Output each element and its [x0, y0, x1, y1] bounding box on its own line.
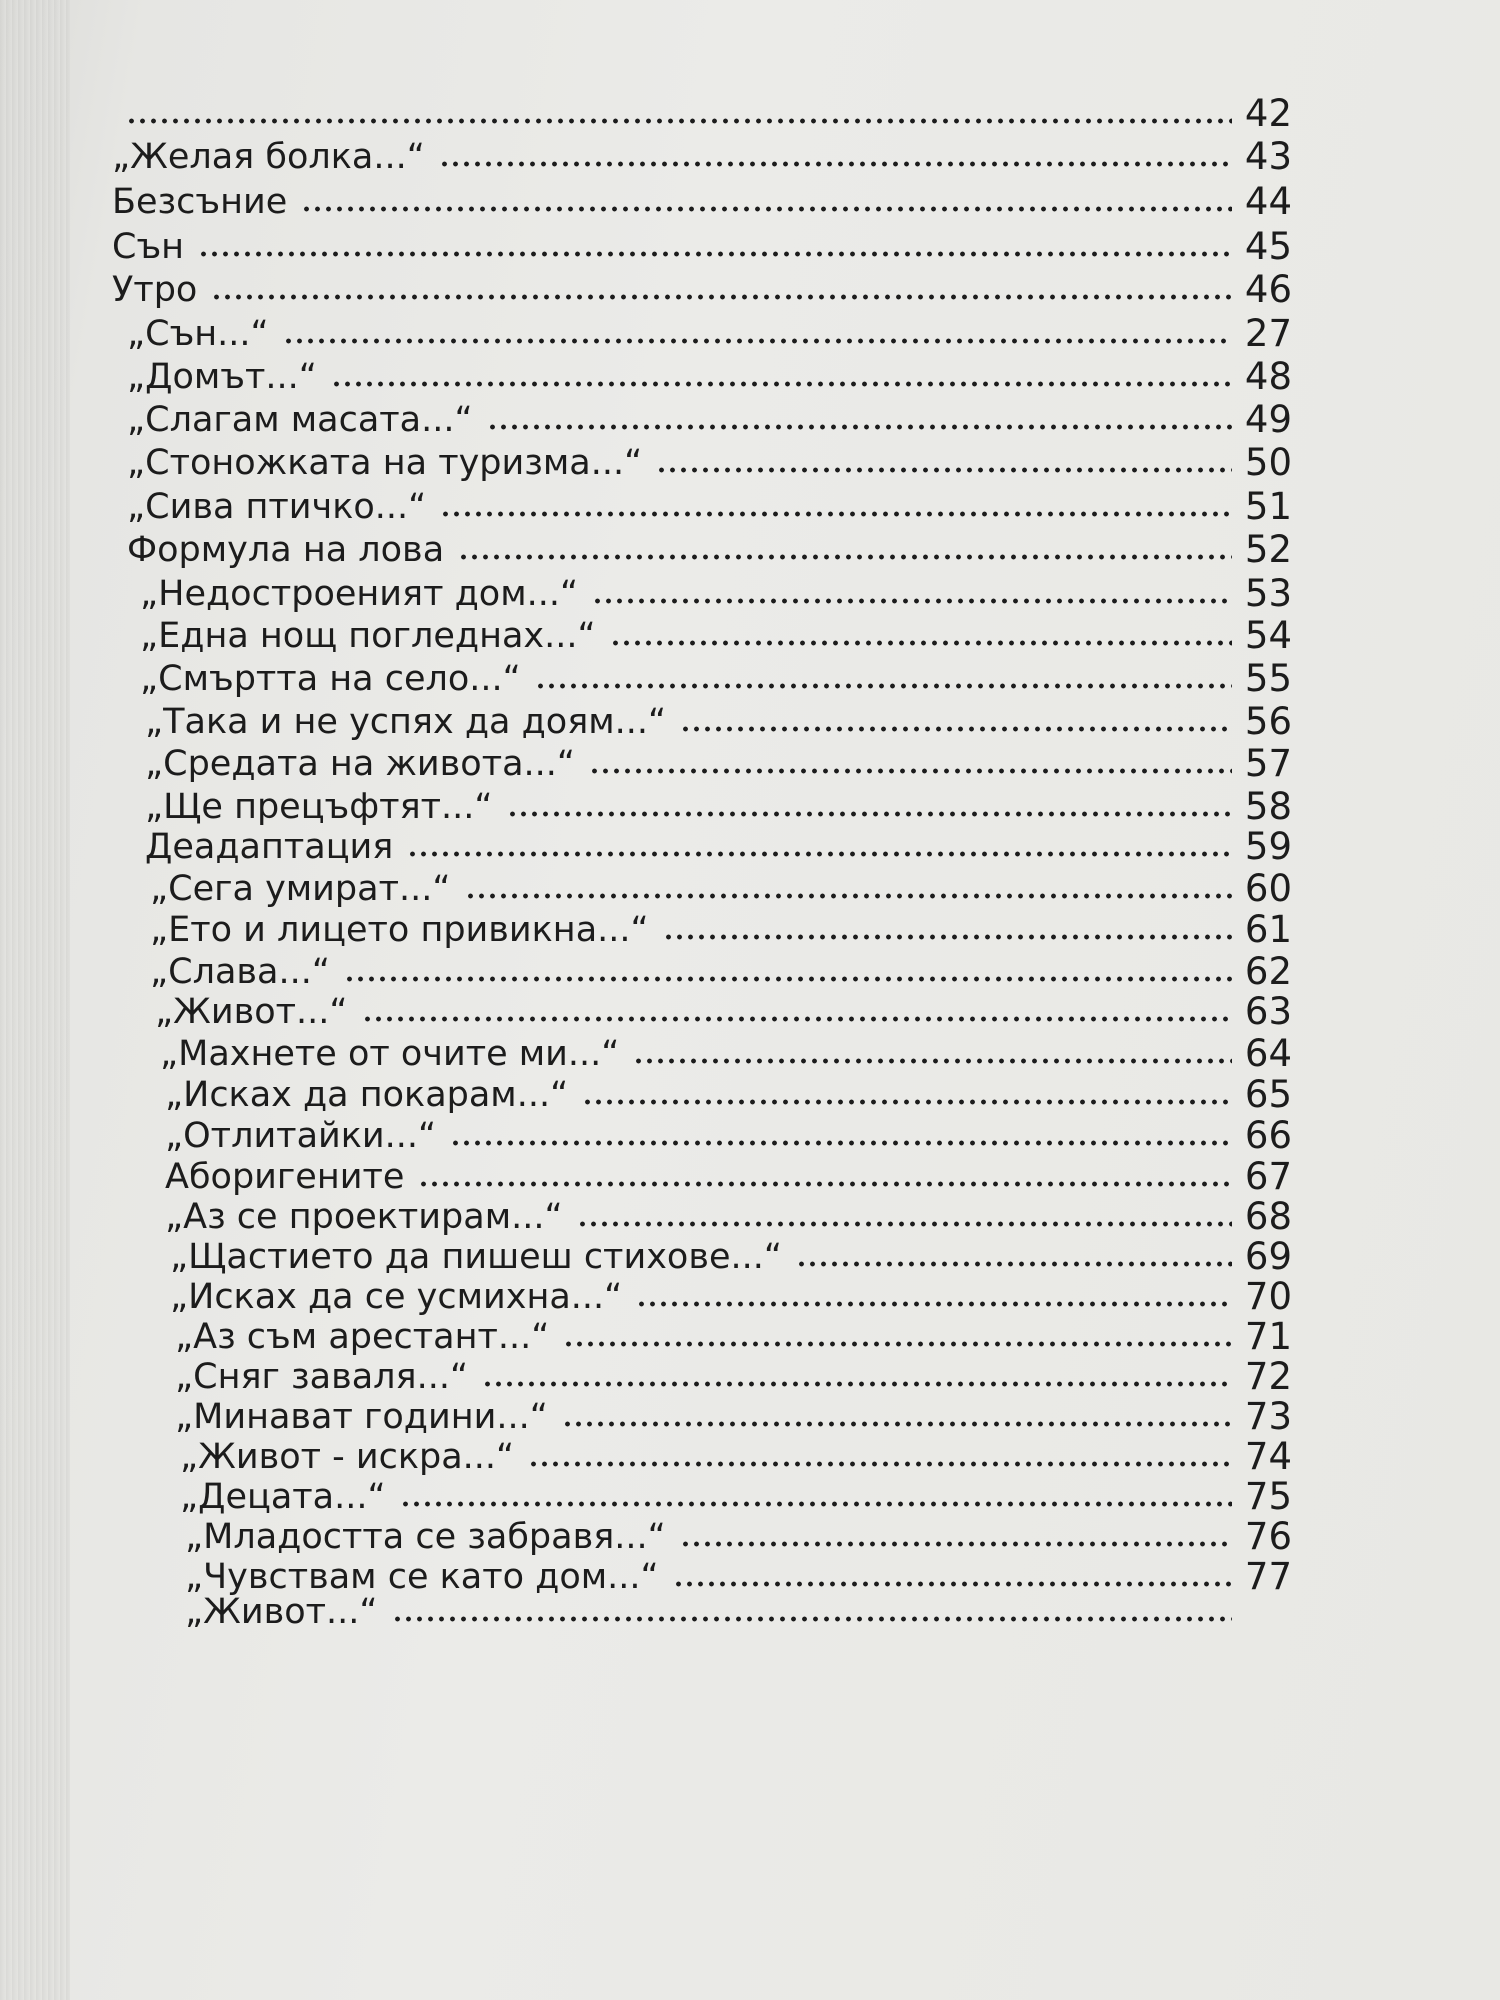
toc-entry-title: „Минават години...“ — [175, 1397, 548, 1437]
toc-dot-leader — [301, 204, 1232, 214]
toc-entry-title: „Сива птичко...“ — [127, 487, 427, 527]
toc-entry-title: „Смъртта на село...“ — [140, 659, 521, 699]
toc-entry — [165, 1073, 1292, 1117]
toc-entry-title: „Отлитайки...“ — [165, 1116, 437, 1156]
toc-dot-leader — [211, 292, 1232, 302]
toc-entry-page: 72 — [1244, 1355, 1292, 1398]
toc-entry-page: 68 — [1244, 1195, 1292, 1238]
toc-dot-leader — [418, 1179, 1232, 1189]
toc-dot-leader — [589, 766, 1232, 776]
toc-entry-page: 50 — [1244, 441, 1292, 484]
toc-dot-leader — [582, 1097, 1232, 1107]
toc-entry-page: 45 — [1244, 225, 1292, 268]
toc-dot-leader — [528, 1459, 1232, 1469]
toc-entry — [112, 268, 1292, 312]
toc-entry-title: „Децата...“ — [180, 1477, 386, 1517]
toc-entry-title: „Живот...“ — [155, 992, 348, 1032]
toc-entry-page: 46 — [1244, 268, 1292, 311]
toc-entry — [165, 1155, 1292, 1199]
toc-entry-title: „Щастието да пишеш стихове...“ — [170, 1237, 782, 1277]
toc-dot-leader — [126, 116, 1232, 126]
toc-dot-leader — [563, 1339, 1232, 1349]
toc-entry-title: „Недостроеният дом...“ — [140, 574, 579, 614]
toc-entry-title: „Домът...“ — [127, 357, 317, 397]
toc-entry — [160, 1032, 1292, 1076]
toc-entry-page: 49 — [1244, 398, 1292, 441]
toc-entry-title: Деадаптация — [145, 827, 394, 867]
toc-dot-leader — [636, 1299, 1232, 1309]
toc-entry — [180, 1475, 1292, 1519]
toc-entry-page: 64 — [1244, 1032, 1292, 1075]
toc-entry-page: 63 — [1244, 990, 1292, 1033]
toc-entry-title: „Желая болка...“ — [112, 137, 425, 177]
toc-entry-page: 57 — [1244, 742, 1292, 785]
toc-entry — [112, 180, 1292, 224]
toc-dot-leader — [400, 1499, 1232, 1509]
toc-dot-leader — [562, 1419, 1232, 1429]
toc-entry — [175, 1395, 1292, 1439]
toc-entry — [127, 528, 1292, 572]
toc-entry-page: 27 — [1244, 312, 1292, 355]
toc-entry-title: „Сега умират...“ — [150, 869, 451, 909]
toc-entry-title: „Средата на живота...“ — [145, 744, 576, 784]
toc-entry — [140, 614, 1292, 658]
toc-entry-page: 65 — [1244, 1073, 1292, 1116]
toc-entry-page: 61 — [1244, 908, 1292, 951]
toc-entry-title: Аборигените — [165, 1157, 405, 1197]
toc-entry — [112, 225, 1292, 269]
toc-entry-title: „Една нощ погледнах...“ — [140, 616, 596, 656]
toc-entry-page: 58 — [1244, 785, 1292, 828]
toc-entry-title: Сън — [112, 227, 185, 267]
toc-entry-title: „Аз съм арестант...“ — [175, 1317, 550, 1357]
toc-entry-page: 76 — [1244, 1515, 1292, 1558]
toc-entry — [150, 908, 1292, 952]
toc-entry — [185, 1515, 1292, 1559]
toc-entry — [127, 441, 1292, 485]
toc-dot-leader — [450, 1138, 1232, 1148]
toc-dot-leader — [680, 724, 1232, 734]
toc-entry-page: 74 — [1244, 1435, 1292, 1478]
toc-entry — [175, 1355, 1292, 1399]
toc-dot-leader — [796, 1259, 1232, 1269]
toc-entry-title: „Така и не успях да доям...“ — [145, 702, 667, 742]
toc-dot-leader — [465, 891, 1233, 901]
toc-entry — [155, 990, 1292, 1034]
toc-entry — [175, 1315, 1292, 1359]
toc-entry-page: 54 — [1244, 614, 1292, 657]
toc-entry — [150, 950, 1292, 994]
toc-dot-leader — [656, 465, 1232, 475]
toc-dot-leader — [673, 1579, 1232, 1589]
toc-entry-page: 56 — [1244, 700, 1292, 743]
toc-dot-leader — [577, 1219, 1232, 1229]
toc-dot-leader — [331, 379, 1232, 389]
toc-dot-leader — [663, 932, 1232, 942]
toc-entry — [145, 700, 1292, 744]
toc-entry-page: 52 — [1244, 528, 1292, 571]
toc-entry — [165, 1195, 1292, 1239]
toc-entry-page: 73 — [1244, 1395, 1292, 1438]
toc-dot-leader — [680, 1539, 1232, 1549]
toc-entry-title: „Сняг заваля...“ — [175, 1357, 469, 1397]
toc-entry-title: „Стоножката на туризма...“ — [127, 443, 643, 483]
toc-entry — [127, 355, 1292, 399]
toc-entry-title: „Аз се проектирам...“ — [165, 1197, 563, 1237]
toc-entry-page: 48 — [1244, 355, 1292, 398]
toc-entry-page: 67 — [1244, 1155, 1292, 1198]
toc-entry — [165, 1114, 1292, 1158]
toc-dot-leader — [344, 974, 1232, 984]
toc-dot-leader — [362, 1014, 1232, 1024]
toc-dot-leader — [482, 1379, 1232, 1389]
toc-entry-title: „Живот...“ — [185, 1592, 378, 1632]
toc-entry-title: „Младостта се забравя...“ — [185, 1517, 666, 1557]
toc-entry-page: 75 — [1244, 1475, 1292, 1518]
toc-entry — [145, 742, 1292, 786]
toc-entry-page: 42 — [1244, 92, 1292, 135]
toc-entry-title: „Чувствам се като дом...“ — [185, 1557, 659, 1597]
toc-entry-title: Безсъние — [112, 182, 288, 222]
toc-entry-title: „Слагам масата...“ — [127, 400, 473, 440]
toc-entry — [112, 135, 1292, 179]
toc-entry — [127, 485, 1292, 529]
toc-entry — [127, 312, 1292, 356]
toc-entry-page: 66 — [1244, 1114, 1292, 1157]
toc-entry-page: 43 — [1244, 135, 1292, 178]
toc-entry-title: „Ще прецъфтят...“ — [145, 787, 493, 827]
toc-dot-leader — [487, 422, 1232, 432]
toc-entry-page: 59 — [1244, 825, 1292, 868]
toc-entry-title: „Сън...“ — [127, 314, 269, 354]
toc-entry-page: 51 — [1244, 485, 1292, 528]
toc-entry — [170, 1235, 1292, 1279]
toc-dot-leader — [283, 336, 1232, 346]
toc-entry-title: Формула на лова — [127, 530, 445, 570]
toc-entry-page: 69 — [1244, 1235, 1292, 1278]
toc-dot-leader — [407, 849, 1232, 859]
toc-entry-title: „Махнете от очите ми...“ — [160, 1034, 620, 1074]
toc-entry — [150, 867, 1292, 911]
toc-entry — [170, 1275, 1292, 1319]
toc-dot-leader — [535, 681, 1232, 691]
toc-entry-title: „Исках да покарам...“ — [165, 1075, 569, 1115]
toc-entry-page: 77 — [1244, 1555, 1292, 1598]
toc-entry-title: „Живот - искра...“ — [180, 1437, 515, 1477]
toc-entry-title: „Исках да се усмихна...“ — [170, 1277, 623, 1317]
toc-entry — [180, 1435, 1292, 1479]
toc-dot-leader — [507, 809, 1232, 819]
toc-entry — [140, 572, 1292, 616]
toc-dot-leader — [392, 1614, 1232, 1624]
toc-dot-leader — [439, 159, 1232, 169]
toc-dot-leader — [458, 552, 1232, 562]
toc-entry — [145, 785, 1292, 829]
toc-entry-page: 62 — [1244, 950, 1292, 993]
toc-dot-leader — [440, 509, 1232, 519]
toc-entry-page: 55 — [1244, 657, 1292, 700]
toc-entry — [127, 398, 1292, 442]
toc-dot-leader — [633, 1056, 1232, 1066]
toc-entry — [145, 825, 1292, 869]
toc-entry — [112, 92, 1292, 136]
toc-entry-page: 53 — [1244, 572, 1292, 615]
toc-entry-title: Утро — [112, 270, 198, 310]
toc-dot-leader — [592, 596, 1232, 606]
toc-entry-page: 70 — [1244, 1275, 1292, 1318]
toc-dot-leader — [610, 638, 1232, 648]
toc-dot-leader — [198, 249, 1232, 259]
toc-entry-page: 71 — [1244, 1315, 1292, 1358]
toc-entry-page: 44 — [1244, 180, 1292, 223]
toc-entry — [185, 1590, 1292, 1634]
toc-entry-title: „Слава...“ — [150, 952, 330, 992]
toc-entry — [140, 657, 1292, 701]
toc-entry-title: „Ето и лицето привикна...“ — [150, 910, 649, 950]
toc-entry-page: 60 — [1244, 867, 1292, 910]
